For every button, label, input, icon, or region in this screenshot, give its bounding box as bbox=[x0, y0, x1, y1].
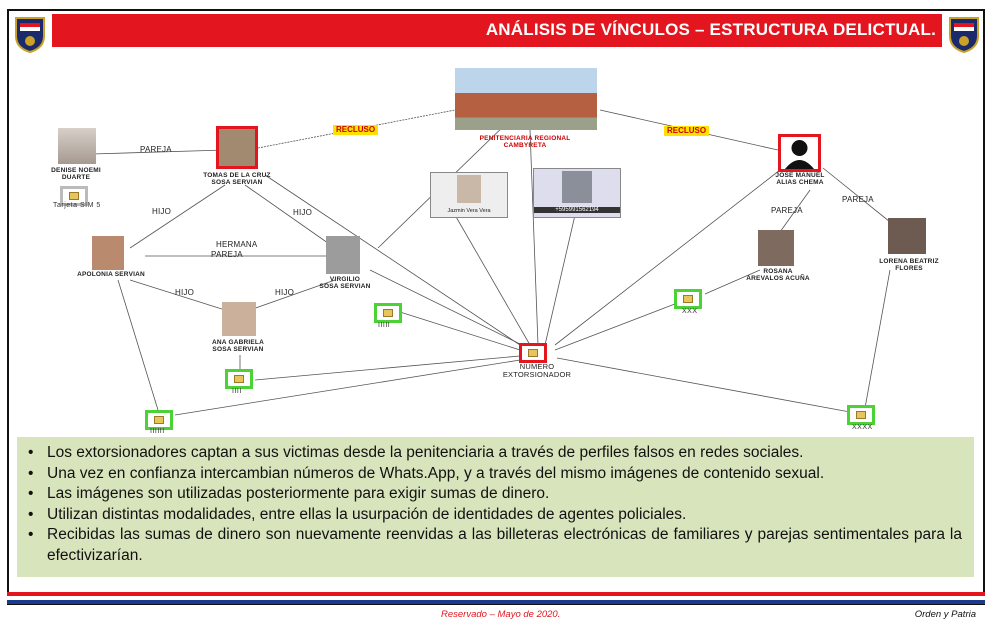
sim-chip-icon bbox=[383, 309, 393, 317]
profile-photo bbox=[457, 175, 481, 203]
person-photo bbox=[758, 230, 794, 266]
label-apolonia: APOLONIA SERVIAN bbox=[77, 271, 145, 278]
person-photo bbox=[92, 236, 124, 270]
sim-label-xxx: XXX bbox=[682, 308, 698, 315]
person-tomas[interactable] bbox=[216, 126, 258, 169]
summary-box bbox=[17, 437, 974, 577]
label-ana: ANA GABRIELA SOSA SERVIAN bbox=[212, 339, 264, 353]
relation-pareja-3: PAREJA bbox=[771, 206, 803, 215]
person-photo bbox=[778, 134, 821, 172]
profile-card-phone[interactable] bbox=[533, 168, 621, 218]
sim-chip-icon bbox=[69, 192, 79, 200]
sim-card-iiii-mid[interactable] bbox=[374, 303, 402, 323]
relation-pareja-2: PAREJA bbox=[211, 250, 243, 259]
sim-chip-icon bbox=[528, 349, 538, 357]
sim-chip-icon bbox=[154, 416, 164, 424]
relation-recluso-2: RECLUSO bbox=[664, 126, 709, 136]
sim-label-iiii-mid: IIIII bbox=[378, 322, 391, 329]
sim-card-iii[interactable] bbox=[225, 369, 253, 389]
relation-hijo-2: HIJO bbox=[293, 208, 313, 217]
label-numero: NUMERO EXTORSIONADOR bbox=[502, 362, 572, 379]
relation-hijo-1: HIJO bbox=[152, 207, 172, 216]
relation-recluso-1: RECLUSO bbox=[333, 125, 378, 135]
sim-card-iiiii[interactable] bbox=[145, 410, 173, 430]
sim-label-xxxx: XXXX bbox=[852, 424, 873, 431]
person-photo bbox=[216, 126, 258, 169]
summary-item: • Los extorsionadores captan a sus victimas desde la penitenciaria a través de perfiles falsos en redes sociales. bbox=[47, 443, 962, 464]
summary-item: • Las imágenes son utilizadas posteriormente para exigir sumas de dinero. bbox=[47, 484, 962, 505]
label-lorena: LORENA BEATRIZ FLORES bbox=[879, 258, 939, 272]
person-virgilio[interactable] bbox=[326, 236, 360, 274]
profile-name: Jazmin Vera Vera bbox=[447, 208, 491, 214]
relation-pareja-4: PAREJA bbox=[842, 195, 874, 204]
label-virgilio: VIRGILIO SOSA SERVIAN bbox=[319, 276, 371, 290]
sim-chip-icon bbox=[683, 295, 693, 303]
building-photo bbox=[455, 68, 597, 130]
label-penitenciaria: PENITENCIARIA REGIONAL CAMBYRETA bbox=[479, 135, 571, 149]
label-tomas: TOMAS DE LA CRUZ SOSA SERVIAN bbox=[203, 172, 271, 186]
profile-phone: +595991562194 bbox=[534, 207, 620, 213]
summary-item: • Recibidas las sumas de dinero son nuevamente reenvidas a las billeteras electrónicas de familiares y parejas sentimentales para la efectivizarían. bbox=[47, 525, 962, 566]
relation-hermana: HERMANA bbox=[216, 240, 258, 249]
sim-label-iii: IIII bbox=[232, 388, 242, 395]
profile-photo bbox=[562, 171, 592, 203]
summary-list bbox=[17, 437, 974, 566]
person-jose[interactable] bbox=[778, 134, 821, 172]
footer-motto: Orden y Patria bbox=[914, 609, 976, 620]
relation-hijo-4: HIJO bbox=[275, 288, 295, 297]
label-rosana: ROSANA AREVALOS ACUÑA bbox=[746, 268, 810, 282]
person-denise[interactable] bbox=[54, 128, 100, 164]
relation-pareja-1: PAREJA bbox=[140, 145, 172, 154]
label-denise: DENISE NOEMI DUARTE bbox=[51, 167, 101, 181]
person-photo bbox=[888, 218, 926, 254]
sim-label-iiiii: IIIIII bbox=[150, 428, 165, 435]
silhouette-icon bbox=[781, 137, 818, 169]
sim-card-numero[interactable] bbox=[519, 343, 547, 363]
person-photo bbox=[58, 128, 96, 164]
page-title: ANÁLISIS DE VÍNCULOS – ESTRUCTURA DELICTUAL. bbox=[485, 20, 936, 39]
relation-hijo-3: HIJO bbox=[175, 288, 195, 297]
profile-card-jazmin[interactable] bbox=[430, 172, 508, 218]
summary-item: • Una vez en confianza intercambian números de Whats.App, y a través del mismo imágenes de contenido sexual. bbox=[47, 464, 962, 485]
sim-label-tarjeta: Tarjeta SIM 5 bbox=[53, 202, 101, 209]
person-lorena[interactable] bbox=[888, 218, 926, 254]
sim-card-xxxx[interactable] bbox=[847, 405, 875, 425]
person-photo bbox=[222, 302, 256, 336]
footer-classification: Reservado – Mayo de 2020. bbox=[441, 609, 561, 620]
label-jose: JOSE MANUEL ALIAS CHEMA bbox=[775, 172, 825, 186]
sim-chip-icon bbox=[856, 411, 866, 419]
summary-item: • Utilizan distintas modalidades, entre ellas la usurpación de identidades de agentes policiales. bbox=[47, 505, 962, 526]
person-ana[interactable] bbox=[222, 302, 256, 336]
person-rosana[interactable] bbox=[758, 230, 794, 266]
person-photo bbox=[326, 236, 360, 274]
penitenciaria-photo[interactable] bbox=[455, 68, 597, 130]
person-apolonia[interactable] bbox=[92, 236, 124, 270]
footer-stripe-blue bbox=[7, 600, 985, 604]
sim-chip-icon bbox=[234, 375, 244, 383]
sim-card-xxx[interactable] bbox=[674, 289, 702, 309]
